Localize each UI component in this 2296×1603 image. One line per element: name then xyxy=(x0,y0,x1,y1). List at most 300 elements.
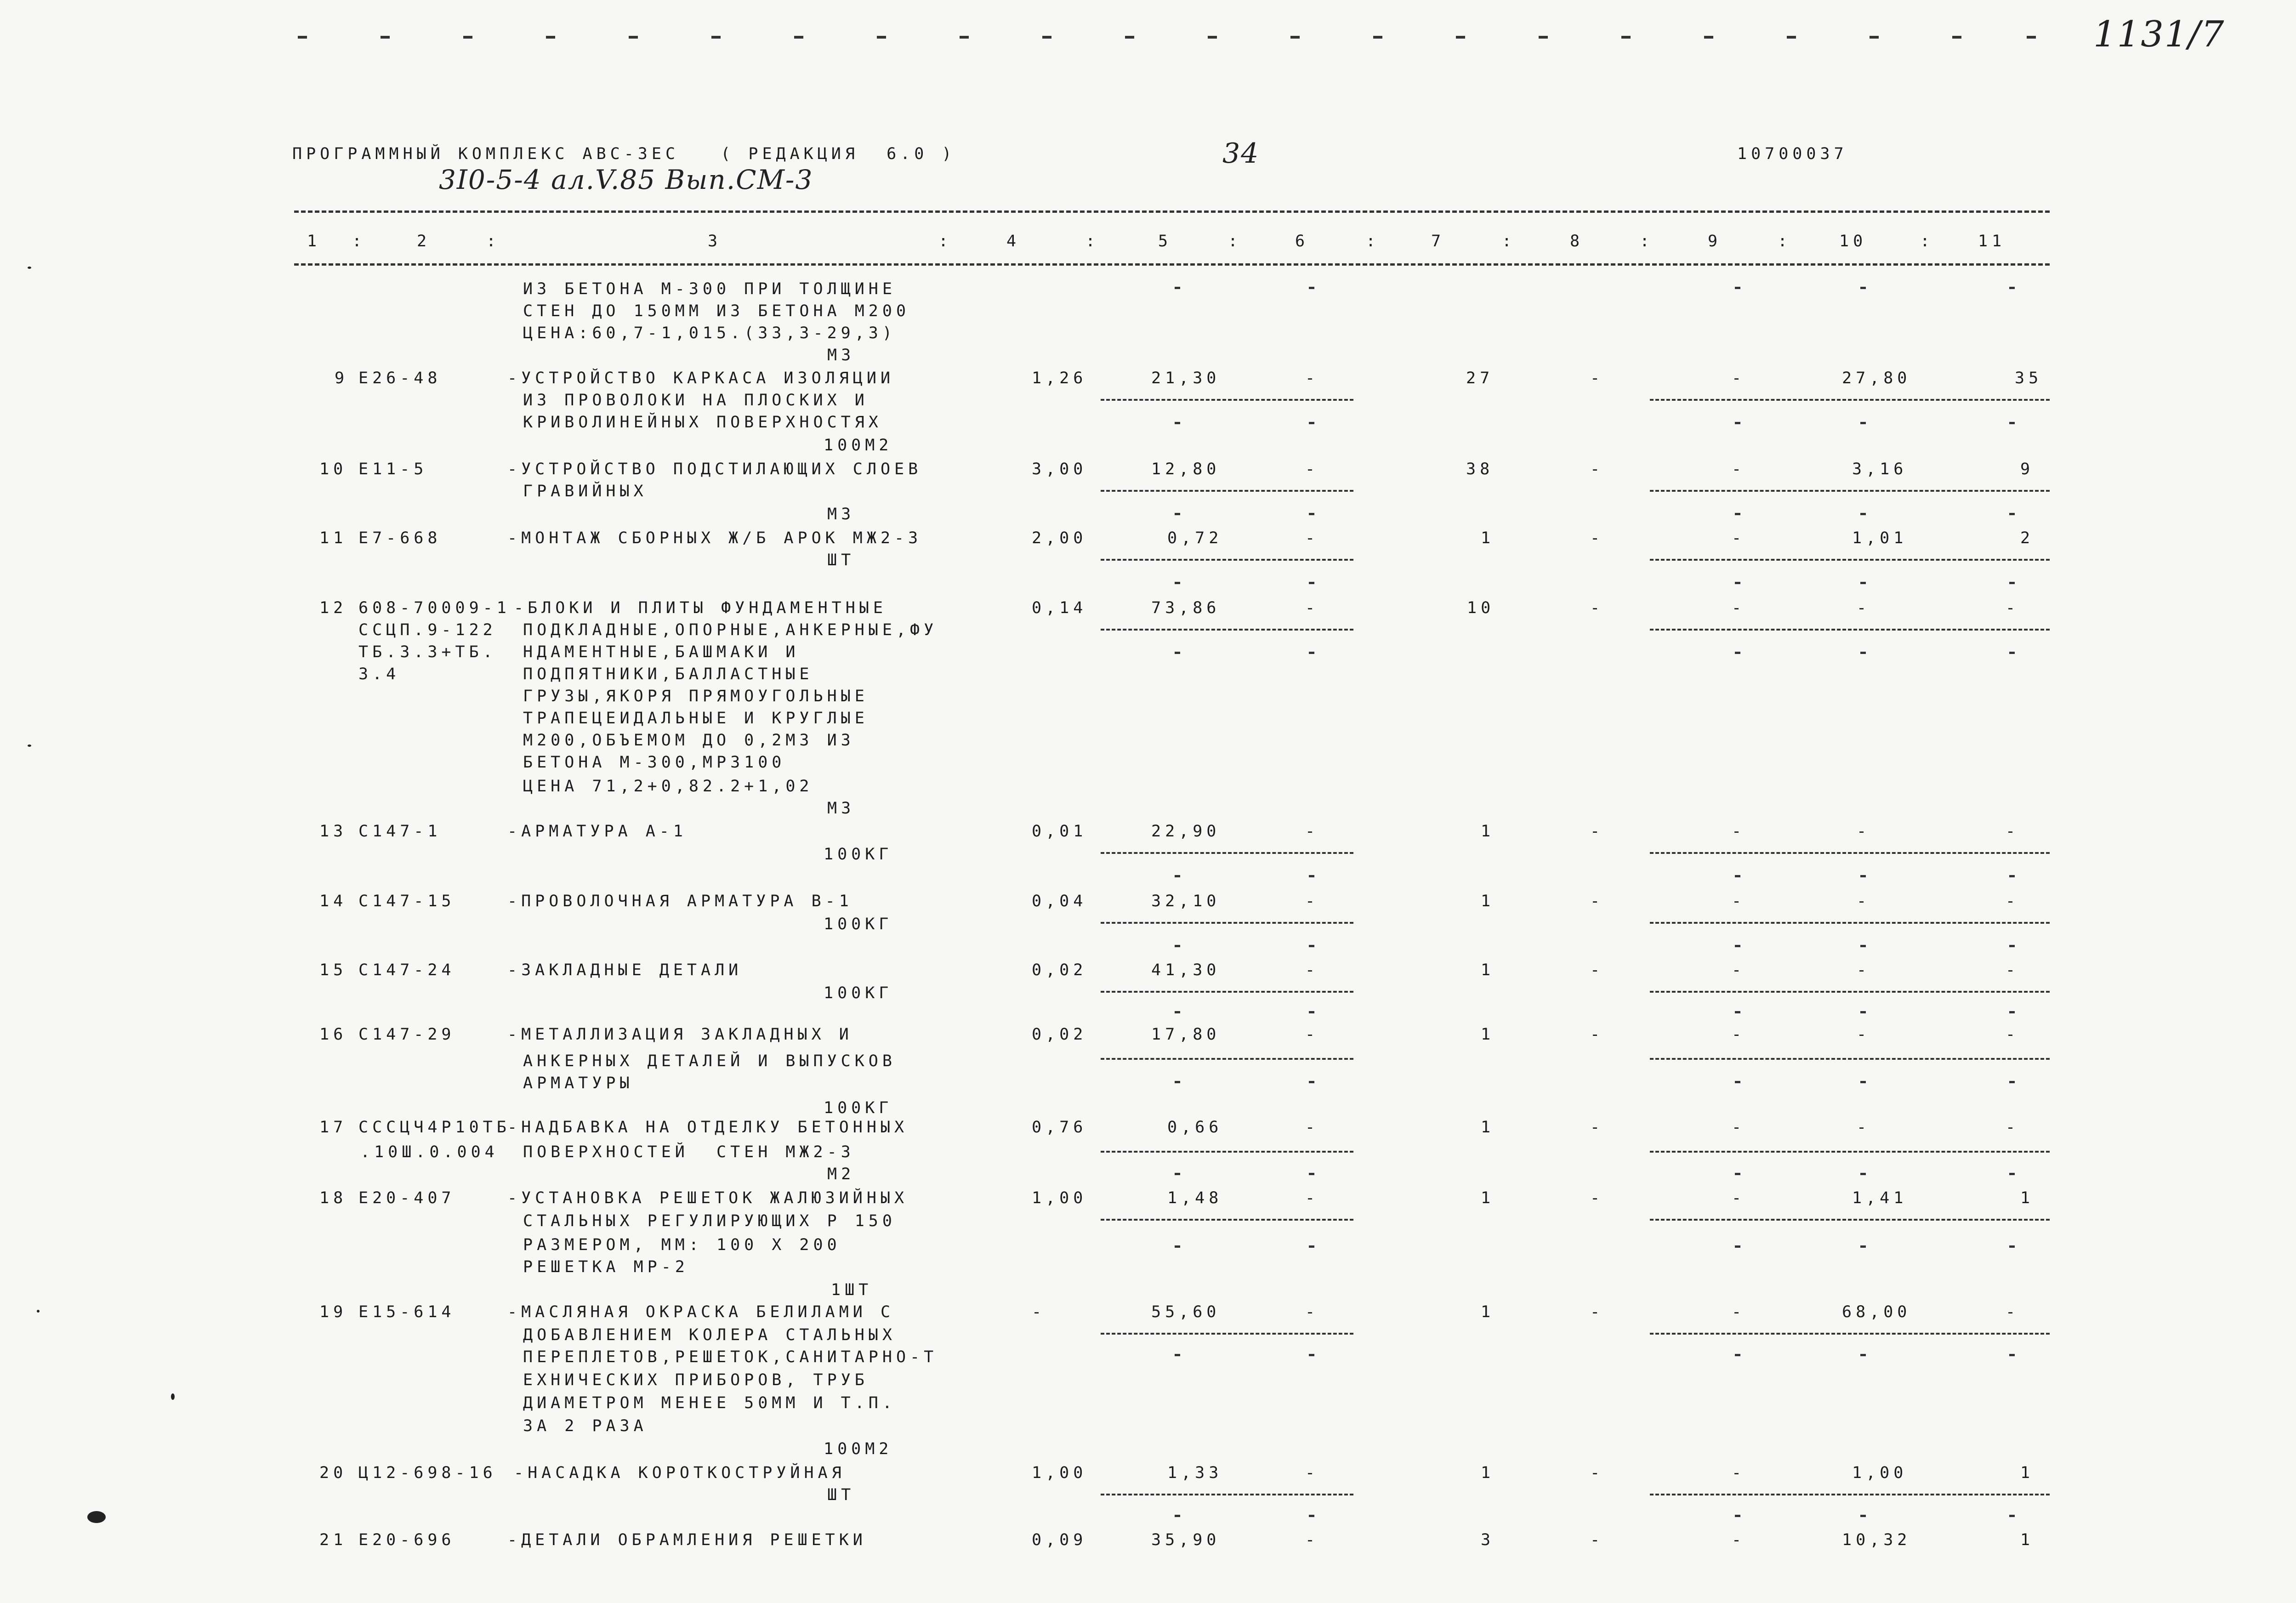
cell-value: 35 xyxy=(2015,369,2043,387)
dash-mark xyxy=(1309,582,1314,584)
description-line: -МАСЛЯНАЯ ОКРАСКА БЕЛИЛАМИ С xyxy=(507,1303,895,1321)
cell-value: - xyxy=(1305,460,1319,478)
description-line: -БЛОКИ И ПЛИТЫ ФУНДАМЕНТНЫЕ xyxy=(514,599,887,617)
column-separator: : xyxy=(1502,232,1516,250)
cell-value: 27,80 xyxy=(1842,369,1911,387)
quantity-value: 2,00 xyxy=(1032,529,1087,547)
cell-value: - xyxy=(1732,1464,1746,1482)
dash-mark xyxy=(2009,1245,2015,1248)
cell-value: - xyxy=(1590,1531,1604,1549)
row-number: 12 xyxy=(319,599,347,617)
unit-label: 100КГ xyxy=(824,1099,893,1117)
cell-value: - xyxy=(1857,1118,1871,1137)
dash-mark xyxy=(1735,945,1740,947)
description-line: -УСТРОЙСТВО ПОДСТИЛАЮЩИХ СЛОЕВ xyxy=(507,460,922,478)
column-header: 4 xyxy=(1006,232,1021,250)
description-line: -НАДБАВКА НА ОТДЕЛКУ БЕТОННЫХ xyxy=(507,1118,909,1137)
dash-mark xyxy=(1309,287,1314,289)
cell-value: - xyxy=(1590,822,1604,841)
cell-value: - xyxy=(1732,369,1746,387)
cell-value: - xyxy=(1305,1118,1319,1137)
description-line: -МЕТАЛЛИЗАЦИЯ ЗАКЛАДНЫХ И xyxy=(507,1025,853,1044)
cell-value: 9 xyxy=(2020,460,2035,478)
subtotal-rule xyxy=(1650,629,2050,631)
quantity-value: 0,02 xyxy=(1032,1025,1087,1044)
cell-value: 68,00 xyxy=(1842,1303,1911,1321)
cell-value: - xyxy=(1305,1464,1319,1482)
cell-value: 1 xyxy=(1481,1025,1495,1044)
dash-mark xyxy=(1735,652,1740,654)
description-line: АНКЕРНЫХ ДЕТАЛЕЙ И ВЫПУСКОВ xyxy=(523,1052,896,1070)
dash-mark xyxy=(1860,1173,1866,1175)
dash-mark xyxy=(2009,945,2015,947)
column-header: 9 xyxy=(1708,232,1722,250)
item-code: ССЦП.9-122 xyxy=(358,621,497,639)
unit-label: М2 xyxy=(827,1165,855,1183)
dash-mark xyxy=(1860,422,1866,424)
dash-mark xyxy=(1735,422,1740,424)
dash-mark xyxy=(1860,287,1866,289)
cell-value: - xyxy=(1857,1025,1871,1044)
description-line: РЕШЕТКА МР-2 xyxy=(523,1258,689,1276)
row-number: 9 xyxy=(335,369,349,387)
dash-mark xyxy=(1175,582,1180,584)
cell-value: - xyxy=(2006,1118,2020,1137)
edge-dash xyxy=(1373,36,1382,39)
cell-value: - xyxy=(1590,1025,1604,1044)
description-line: -УСТРОЙСТВО КАРКАСА ИЗОЛЯЦИИ xyxy=(507,369,895,387)
subtotal-rule xyxy=(1650,1219,2050,1221)
dash-mark xyxy=(1309,945,1314,947)
price-value: 17,80 xyxy=(1151,1025,1221,1044)
cell-value: - xyxy=(1732,1531,1746,1549)
description-line: -ДЕТАЛИ ОБРАМЛЕНИЯ РЕШЕТКИ xyxy=(507,1531,867,1549)
description-line: ПЕРЕПЛЕТОВ,РЕШЕТОК,САНИТАРНО-Т xyxy=(523,1348,938,1366)
subtotal-rule xyxy=(1101,490,1353,492)
description-line: ЦЕНА:60,7-1,015.(33,3-29,3) xyxy=(523,324,896,342)
cell-value: - xyxy=(1732,961,1746,979)
ink-speck xyxy=(28,745,31,747)
dash-mark xyxy=(1175,287,1180,289)
edge-dash xyxy=(1125,36,1134,39)
price-value: 21,30 xyxy=(1151,369,1221,387)
edge-dash xyxy=(1539,36,1548,39)
dash-mark xyxy=(1860,1245,1866,1248)
cell-value: - xyxy=(1732,529,1746,547)
quantity-value: 0,09 xyxy=(1032,1531,1087,1549)
column-header: 1 xyxy=(307,232,321,250)
item-code: .10Ш.0.004 xyxy=(360,1143,499,1161)
edge-dash xyxy=(1290,36,1300,39)
document-code: 10700037 xyxy=(1737,145,1848,163)
subtotal-rule xyxy=(1101,1333,1353,1335)
edge-dash xyxy=(711,36,721,39)
dash-mark xyxy=(1175,945,1180,947)
item-code: С147-1 xyxy=(358,822,442,841)
item-code: 608-70009-1 xyxy=(358,599,511,617)
unit-label: ШТ xyxy=(827,551,855,569)
description-line: КРИВОЛИНЕЙНЫХ ПОВЕРХНОСТЯХ xyxy=(523,413,882,432)
dash-mark xyxy=(1860,513,1866,515)
cell-value: - xyxy=(1305,1303,1319,1321)
unit-label: М3 xyxy=(827,505,855,523)
corner-page-number: 1131/7 xyxy=(2093,14,2225,55)
edge-dash xyxy=(1952,36,1961,39)
dash-mark xyxy=(1735,1515,1740,1517)
quantity-value: 1,26 xyxy=(1032,369,1087,387)
dash-mark xyxy=(2009,1081,2015,1083)
edge-dash xyxy=(1870,36,1879,39)
cell-value: 38 xyxy=(1466,460,1494,478)
cell-value: - xyxy=(1732,1303,1746,1321)
description-line: М200,ОБЪЕМОМ ДО 0,2М3 ИЗ xyxy=(523,731,855,750)
dash-mark xyxy=(1309,1081,1314,1083)
column-separator: : xyxy=(1366,232,1380,250)
dash-mark xyxy=(1735,1245,1740,1248)
description-line: СТЕН ДО 150ММ ИЗ БЕТОНА М200 xyxy=(523,302,910,320)
subtotal-rule xyxy=(1650,1333,2050,1335)
cell-value: - xyxy=(1305,961,1319,979)
column-header: 5 xyxy=(1158,232,1172,250)
dash-mark xyxy=(2009,1354,2015,1356)
column-separator: : xyxy=(1778,232,1792,250)
description-line: ДИАМЕТРОМ МЕНЕЕ 50ММ И Т.П. xyxy=(523,1394,896,1412)
description-line: -ПРОВОЛОЧНАЯ АРМАТУРА В-1 xyxy=(507,892,853,910)
cell-value: 1,41 xyxy=(1852,1189,1908,1207)
dash-mark xyxy=(1860,1515,1866,1517)
dash-mark xyxy=(2009,652,2015,654)
cell-value: 1,01 xyxy=(1852,529,1908,547)
edge-dash xyxy=(1787,36,1796,39)
row-number: 20 xyxy=(319,1464,347,1482)
cell-value: - xyxy=(1732,892,1746,910)
cell-value: - xyxy=(1305,599,1319,617)
description-line: ГРУЗЫ,ЯКОРЯ ПРЯМОУГОЛЬНЫЕ xyxy=(523,687,869,705)
column-separator: : xyxy=(938,232,953,250)
cell-value: - xyxy=(1857,822,1871,841)
dash-mark xyxy=(2009,287,2015,289)
row-number: 16 xyxy=(319,1025,347,1044)
row-number: 13 xyxy=(319,822,347,841)
cell-value: 1 xyxy=(2020,1464,2035,1482)
description-line: ДОБАВЛЕНИЕМ КОЛЕРА СТАЛЬНЫХ xyxy=(523,1326,896,1344)
edge-dash xyxy=(1042,36,1051,39)
edge-dash xyxy=(1456,36,1465,39)
description-line: ИЗ ПРОВОЛОКИ НА ПЛОСКИХ И xyxy=(523,391,869,409)
cell-value: 1 xyxy=(1481,892,1495,910)
subtotal-rule xyxy=(1101,1151,1353,1153)
cell-value: - xyxy=(2006,599,2020,617)
dash-mark xyxy=(1309,1354,1314,1356)
cell-value: 1,00 xyxy=(1852,1464,1908,1482)
dash-mark xyxy=(1860,945,1866,947)
description-line: ЕХНИЧЕСКИХ ПРИБОРОВ, ТРУБ xyxy=(523,1371,869,1389)
cell-value: 1 xyxy=(2020,1189,2035,1207)
dash-mark xyxy=(1175,1173,1180,1175)
cell-value: - xyxy=(1590,529,1604,547)
dash-mark xyxy=(1309,513,1314,515)
dash-mark xyxy=(2009,875,2015,877)
cell-value: - xyxy=(1305,1189,1319,1207)
cell-value: - xyxy=(1305,822,1319,841)
price-value: 35,90 xyxy=(1151,1531,1221,1549)
dash-mark xyxy=(1735,1173,1740,1175)
price-value: 0,72 xyxy=(1167,529,1223,547)
row-number: 14 xyxy=(319,892,347,910)
cell-value: - xyxy=(1732,1189,1746,1207)
cell-value: 1 xyxy=(1481,961,1495,979)
quantity-value: 0,04 xyxy=(1032,892,1087,910)
price-value: 73,86 xyxy=(1151,599,1221,617)
cell-value: - xyxy=(2006,822,2020,841)
dash-mark xyxy=(2009,582,2015,584)
dash-mark xyxy=(1175,1011,1180,1013)
cell-value: 3 xyxy=(1481,1531,1495,1549)
item-code: СССЦЧ4Р10ТБ xyxy=(358,1118,511,1137)
cell-value: - xyxy=(2006,892,2020,910)
price-value: 22,90 xyxy=(1151,822,1221,841)
unit-label: М3 xyxy=(827,799,855,818)
description-line: -УСТАНОВКА РЕШЕТОК ЖАЛЮЗИЙНЫХ xyxy=(507,1189,909,1207)
cell-value: - xyxy=(1590,369,1604,387)
column-separator: : xyxy=(1228,232,1242,250)
unit-label: М3 xyxy=(827,346,855,364)
subtotal-rule xyxy=(1650,852,2050,854)
subtotal-rule xyxy=(1101,852,1353,854)
edge-dash xyxy=(463,36,472,39)
subtotal-rule xyxy=(1101,922,1353,924)
quantity-value: 0,76 xyxy=(1032,1118,1087,1137)
quantity-value: 1,00 xyxy=(1032,1464,1087,1482)
subtotal-rule xyxy=(1650,399,2050,401)
subtotal-rule xyxy=(1650,1151,2050,1153)
subtotal-rule xyxy=(1650,922,2050,924)
item-code: Е26-48 xyxy=(358,369,442,387)
row-number: 15 xyxy=(319,961,347,979)
ink-speck xyxy=(37,1310,40,1313)
description-line: НДАМЕНТНЫЕ,БАШМАКИ И xyxy=(523,643,800,661)
dash-mark xyxy=(1309,1173,1314,1175)
row-number: 11 xyxy=(319,529,347,547)
dash-mark xyxy=(2009,1515,2015,1517)
cell-value: - xyxy=(1732,599,1746,617)
cell-value: - xyxy=(1305,369,1319,387)
subtotal-rule xyxy=(1650,490,2050,492)
price-value: 55,60 xyxy=(1151,1303,1221,1321)
item-code: Е20-696 xyxy=(358,1531,455,1549)
dash-mark xyxy=(1175,1515,1180,1517)
subtotal-rule xyxy=(1650,1058,2050,1060)
subtotal-rule xyxy=(1650,559,2050,561)
dash-mark xyxy=(2009,513,2015,515)
price-value: 32,10 xyxy=(1151,892,1221,910)
edge-dash xyxy=(546,36,555,39)
edge-dash xyxy=(960,36,969,39)
price-value: 41,30 xyxy=(1151,961,1221,979)
item-code: С147-24 xyxy=(358,961,455,979)
cell-value: - xyxy=(2006,961,2020,979)
dash-mark xyxy=(1175,652,1180,654)
cell-value: 1 xyxy=(1481,1189,1495,1207)
edge-dash xyxy=(2027,36,2036,39)
column-separator: : xyxy=(1085,232,1100,250)
column-separator: : xyxy=(486,232,500,250)
subtotal-rule xyxy=(1101,559,1353,561)
cell-value: 1 xyxy=(2020,1531,2035,1549)
subtotal-rule xyxy=(1101,629,1353,631)
dash-mark xyxy=(1860,1011,1866,1013)
quantity-value: 0,14 xyxy=(1032,599,1087,617)
description-line: -НАСАДКА КОРОТКОСТРУЙНАЯ xyxy=(514,1464,846,1482)
dash-mark xyxy=(1309,1011,1314,1013)
edge-dash xyxy=(381,36,390,39)
description-line: АРМАТУРЫ xyxy=(523,1074,634,1092)
unit-label: 100КГ xyxy=(824,845,893,864)
dash-mark xyxy=(1860,1081,1866,1083)
unit-label: 100КГ xyxy=(824,915,893,933)
row-number: 21 xyxy=(319,1531,347,1549)
cell-value: - xyxy=(2006,1303,2020,1321)
item-code: Ц12-698-16 xyxy=(358,1464,497,1482)
cell-value: - xyxy=(1590,1118,1604,1137)
price-value: 0,66 xyxy=(1167,1118,1223,1137)
description-line: ПОДКЛАДНЫЕ,ОПОРНЫЕ,АНКЕРНЫЕ,ФУ xyxy=(523,621,938,639)
dash-mark xyxy=(1735,1011,1740,1013)
description-line: РАЗМЕРОМ, ММ: 100 Х 200 xyxy=(523,1236,841,1254)
row-number: 19 xyxy=(319,1303,347,1321)
column-header: 3 xyxy=(708,232,722,250)
dash-mark xyxy=(1309,1245,1314,1248)
ink-speck xyxy=(171,1393,175,1400)
edge-dash xyxy=(629,36,638,39)
subtotal-rule xyxy=(1101,1494,1353,1495)
dash-mark xyxy=(1309,422,1314,424)
dash-mark xyxy=(1735,1081,1740,1083)
cell-value: - xyxy=(1590,599,1604,617)
column-header: 10 xyxy=(1839,232,1867,250)
dash-mark xyxy=(1735,582,1740,584)
dash-mark xyxy=(1735,875,1740,877)
edge-dash xyxy=(1208,36,1217,39)
cell-value: 1 xyxy=(1481,1464,1495,1482)
price-value: 1,33 xyxy=(1167,1464,1223,1482)
dash-mark xyxy=(1175,513,1180,515)
column-header: 2 xyxy=(417,232,431,250)
column-separator: : xyxy=(1640,232,1654,250)
unit-label: 1ШТ xyxy=(831,1281,873,1299)
price-value: 1,48 xyxy=(1167,1189,1223,1207)
ink-speck xyxy=(28,267,31,269)
description-line: ЗА 2 РАЗА xyxy=(523,1417,648,1435)
dash-mark xyxy=(1860,582,1866,584)
item-code: ТБ.3.3+ТБ. xyxy=(358,643,497,661)
item-code: С147-29 xyxy=(358,1025,455,1044)
cell-value: - xyxy=(1305,1531,1319,1549)
quantity-value: 0,01 xyxy=(1032,822,1087,841)
column-separator: : xyxy=(1920,232,1934,250)
dash-mark xyxy=(1735,287,1740,289)
description-line: -АРМАТУРА А-1 xyxy=(507,822,687,841)
price-value: 12,80 xyxy=(1151,460,1221,478)
subtotal-rule xyxy=(1101,1219,1353,1221)
unit-label: 100М2 xyxy=(824,1440,893,1458)
cell-value: 1 xyxy=(1481,1118,1495,1137)
cell-value: - xyxy=(2006,1025,2020,1044)
item-code: Е20-407 xyxy=(358,1189,455,1207)
edge-dash xyxy=(1704,36,1713,39)
dash-mark xyxy=(1860,1354,1866,1356)
cell-value: 1 xyxy=(1481,1303,1495,1321)
dash-mark xyxy=(2009,422,2015,424)
quantity-value: 1,00 xyxy=(1032,1189,1087,1207)
handwritten-reference: 3I0-5-4 ал.V.85 Вып.СМ-3 xyxy=(439,164,813,195)
dash-mark xyxy=(1860,875,1866,877)
cell-value: - xyxy=(1732,1025,1746,1044)
description-line: БЕТОНА М-300,МРЗ100 xyxy=(523,753,786,772)
ink-blot xyxy=(87,1511,106,1523)
cell-value: - xyxy=(1590,892,1604,910)
dash-mark xyxy=(1175,422,1180,424)
dash-mark xyxy=(1860,652,1866,654)
cell-value: - xyxy=(1857,892,1871,910)
dash-mark xyxy=(1309,1515,1314,1517)
description-line: СТАЛЬНЫХ РЕГУЛИРУЮЩИХ Р 150 xyxy=(523,1212,896,1230)
description-line: ГРАВИЙНЫХ xyxy=(523,482,648,500)
dash-mark xyxy=(2009,1011,2015,1013)
description-line: ИЗ БЕТОНА М-300 ПРИ ТОЛЩИНЕ xyxy=(523,280,896,298)
dash-mark xyxy=(2009,1173,2015,1175)
quantity-value: - xyxy=(1032,1303,1046,1321)
cell-value: - xyxy=(1732,822,1746,841)
dash-mark xyxy=(1175,875,1180,877)
edge-dash xyxy=(877,36,886,39)
dash-mark xyxy=(1735,513,1740,515)
dash-mark xyxy=(1309,652,1314,654)
cell-value: - xyxy=(1732,1118,1746,1137)
cell-value: 3,16 xyxy=(1852,460,1908,478)
column-header: 8 xyxy=(1570,232,1584,250)
description-line: -ЗАКЛАДНЫЕ ДЕТАЛИ xyxy=(507,961,743,979)
page-number: 34 xyxy=(1222,137,1260,170)
subtotal-rule xyxy=(1101,399,1353,401)
description-line: ТРАПЕЦЕИДАЛЬНЫЕ И КРУГЛЫЕ xyxy=(523,709,869,728)
edge-dash xyxy=(794,36,803,39)
cell-value: - xyxy=(1857,599,1871,617)
cell-value: - xyxy=(1305,892,1319,910)
cell-value: 1 xyxy=(1481,822,1495,841)
column-header: 7 xyxy=(1431,232,1445,250)
cell-value: - xyxy=(1732,460,1746,478)
quantity-value: 3,00 xyxy=(1032,460,1087,478)
item-code: С147-15 xyxy=(358,892,455,910)
cell-value: - xyxy=(1590,1464,1604,1482)
unit-label: 100М2 xyxy=(824,436,893,455)
column-header: 11 xyxy=(1978,232,2006,250)
edge-dash xyxy=(298,36,307,39)
dash-mark xyxy=(1175,1081,1180,1083)
cell-value: - xyxy=(1857,961,1871,979)
column-header: 6 xyxy=(1295,232,1309,250)
item-code: Е15-614 xyxy=(358,1303,455,1321)
edge-dash xyxy=(1621,36,1631,39)
header-rule-top xyxy=(294,210,2050,213)
dash-mark xyxy=(1309,875,1314,877)
unit-label: 100КГ xyxy=(824,984,893,1002)
cell-value: 27 xyxy=(1466,369,1494,387)
description-line: ПОВЕРХНОСТЕЙ СТЕН МЖ2-3 xyxy=(523,1143,855,1161)
description-line: -МОНТАЖ СБОРНЫХ Ж/Б АРОК МЖ2-3 xyxy=(507,529,922,547)
row-number: 18 xyxy=(319,1189,347,1207)
